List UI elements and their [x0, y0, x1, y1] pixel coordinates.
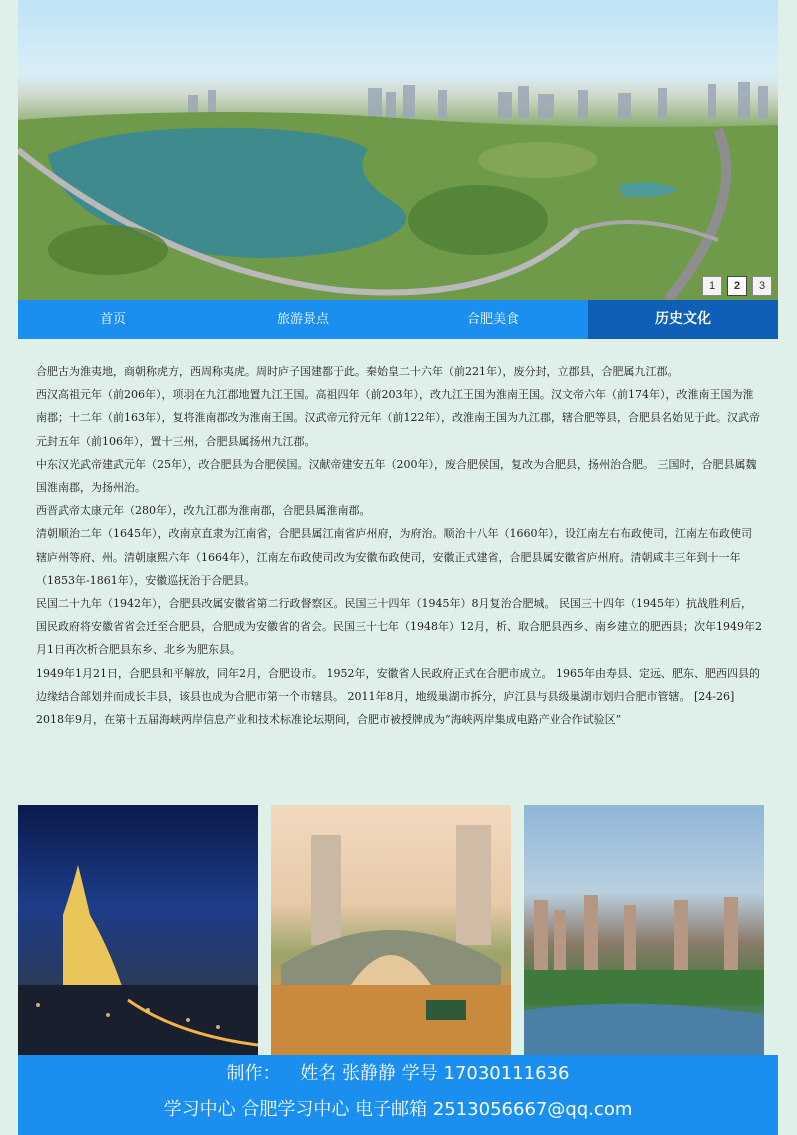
history-paragraph: 西晋武帝太康元年（280年），改九江郡为淮南郡，合肥县属淮南郡。	[36, 504, 371, 518]
pager-button-3[interactable]: 3	[752, 276, 772, 296]
history-article	[36, 360, 762, 731]
nav-item-history[interactable]: 历史文化	[588, 300, 778, 339]
nav-item-home[interactable]: 首页	[99, 312, 126, 327]
footer-author-line	[18, 1061, 778, 1087]
footer-id: 17030111636	[443, 1063, 570, 1084]
history-paragraph: 1949年1月21日，合肥县和平解放，同年2月，合肥设市。 1952年，安徽省人民政府正式在合肥市成立。 1965年由寿县、定远、肥东、肥西四县的边缘结合部划并而成长丰县，该县也成为合肥市第一个市辖县。 2011年8月，地级巢湖市拆分，庐江县与县级巢湖市划归合肥市管辖。 [24-26] 2018年9月，在第十五届海峡两岸信息产业和技术标准论坛期间，合肥市被授牌成为“海峡两岸集成电路产业合作试验区”	[36, 666, 760, 727]
nav-item-food[interactable]: 合肥美食	[466, 312, 519, 327]
footer-id-label: 学号	[401, 1063, 438, 1084]
history-paragraph: 合肥古为淮夷地，商朝称虎方，西周称夷虎。周时庐子国建都于此。秦始皇二十六年（前221年），废分封，立郡县，合肥属九江郡。	[36, 365, 679, 378]
main-nav	[18, 300, 778, 339]
footer-contact-line	[18, 1097, 778, 1123]
pager-button-2[interactable]: 2	[727, 276, 747, 296]
photo-night-tower	[18, 805, 258, 1055]
banner-carousel	[18, 0, 778, 300]
carousel-pager	[702, 276, 772, 296]
nav-item-attractions[interactable]: 旅游景点	[276, 312, 329, 327]
pager-button-1[interactable]: 1	[702, 276, 722, 296]
history-paragraph: 民国二十九年（1942年），合肥县改属安徽省第二行政督察区。民国三十四年（1945年）8月复治合肥城。 民国三十四年（1945年）抗战胜利后，国民政府将安徽省省会迁至合肥县，合肥成为安徽省的省会。民国三十七年（1948年）12月，析、取合肥县西乡、南乡建立的肥西县；次年1949年2月1日再次析合肥县东乡、北乡为肥东县。	[36, 597, 762, 657]
footer-made-label: 制作：	[226, 1063, 281, 1084]
footer-name: 张静静	[342, 1063, 396, 1084]
footer-center-label: 学习中心	[163, 1099, 236, 1120]
footer-name-label: 姓名	[300, 1063, 337, 1084]
photo-riverside-city	[524, 805, 764, 1055]
footer-email-label: 电子邮箱	[355, 1099, 428, 1120]
photo-arch-bridge	[271, 805, 511, 1055]
banner-cityscape-image	[18, 0, 778, 300]
history-paragraph: 中东汉光武帝建武元年（25年），改合肥县为合肥侯国。汉献帝建安五年（200年），废合肥侯国，复改为合肥县，扬州治合肥。 三国时，合肥县属魏国淮南郡，为扬州治。	[36, 457, 757, 495]
history-paragraph: 清朝顺治二年（1645年），改南京直隶为江南省，合肥县属江南省庐州府，为府治。顺治十八年（1660年），设江南左右布政使司，江南左布政使司辖庐州等府、州。清朝康熙六年（1664年），江南左布政使司改为安徽布政使司，安徽正式建省，合肥县属安徽省庐州府。清朝咸丰三年到十一年（1853年-1861年），安徽巡抚治于合肥县。	[36, 527, 752, 587]
footer	[18, 1055, 778, 1135]
photo-gallery	[18, 805, 778, 1055]
footer-email: 2513056667@qq.com	[432, 1099, 633, 1120]
page-container	[18, 0, 778, 1135]
footer-center: 合肥学习中心	[241, 1099, 350, 1120]
history-paragraph: 西汉高祖元年（前206年），项羽在九江郡地置九江王国。高祖四年（前203年），改九江王国为淮南王国。汉文帝六年（前174年），改淮南王国为淮南郡；十二年（前163年），复将淮南郡改为淮南王国。汉武帝元狩元年（前122年），改淮南王国为九江郡，辖合肥等县，合肥县名始见于此。汉武帝元封五年（前106年），置十三州，合肥县属扬州九江郡。	[36, 388, 760, 448]
